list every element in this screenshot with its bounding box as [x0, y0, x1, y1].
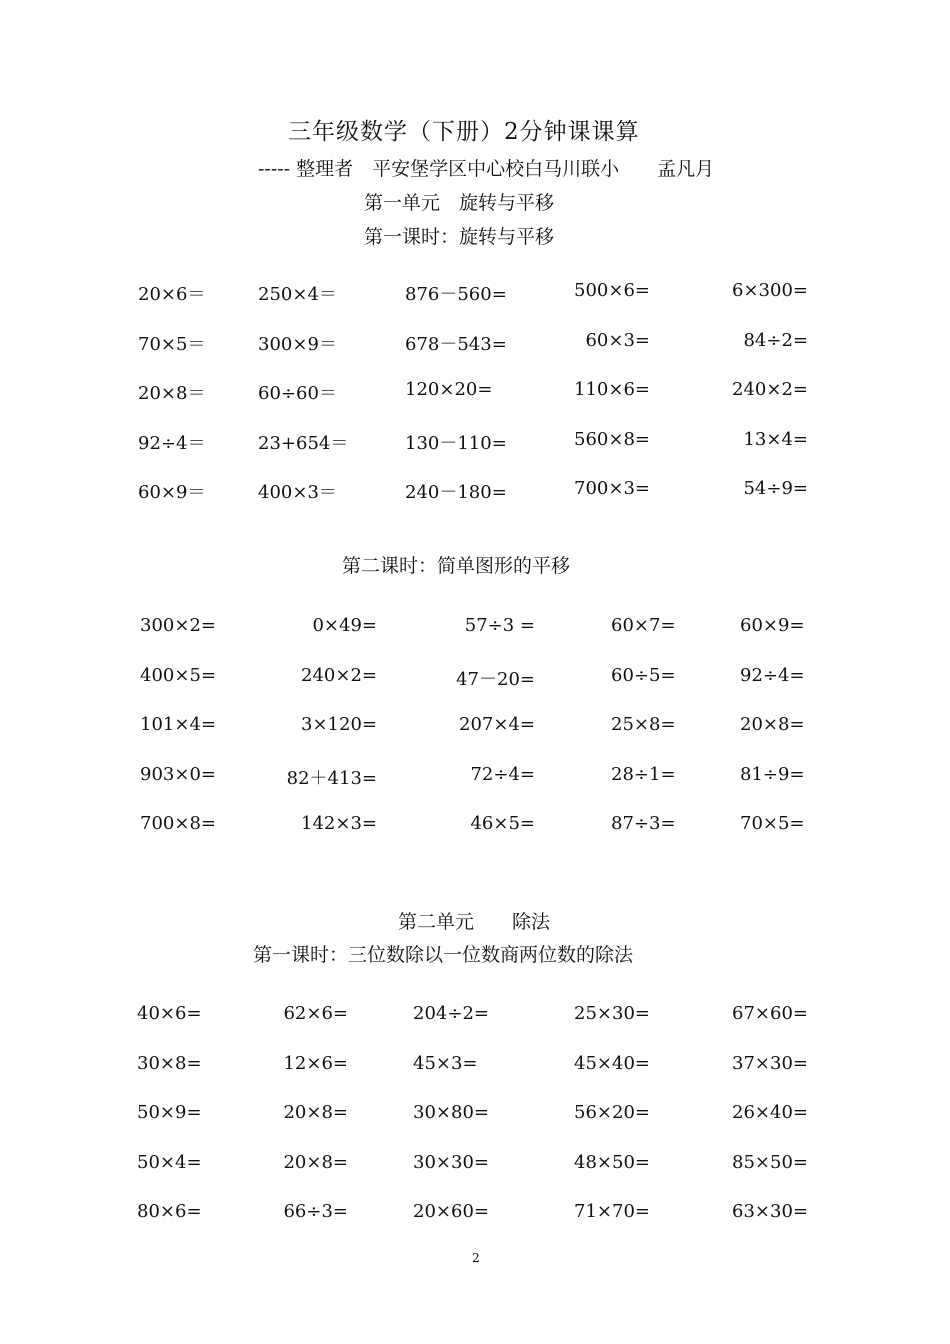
exercise-item: 85×50= — [732, 1151, 808, 1173]
exercise-item: 12×6= — [283, 1052, 348, 1074]
exercise-item: 903×0= — [140, 763, 216, 785]
exercise-item: 700×8= — [140, 813, 216, 835]
exercise-item: 130－110= — [405, 432, 507, 454]
unit-1-heading: 第一单元 旋转与平移 — [364, 192, 555, 214]
exercise-item: 67×60= — [732, 1003, 808, 1024]
exercise-item: 204÷2= — [413, 1003, 489, 1024]
exercise-item: 60×9＝ — [138, 482, 206, 504]
exercise-item: 240－180= — [405, 482, 507, 504]
exercise-item: 20×8= — [283, 1151, 348, 1173]
exercise-item: 45×3= — [413, 1052, 478, 1074]
exercise-item: 20×8= — [283, 1102, 348, 1124]
exercise-item: 400×3＝ — [258, 482, 337, 504]
exercise-item: 60÷5= — [611, 664, 676, 686]
exercise-item: 101×4= — [140, 714, 216, 736]
exercise-item: 37×30= — [732, 1052, 808, 1074]
exercise-item: 500×6= — [574, 280, 650, 301]
exercise-item: 876－560= — [405, 284, 507, 305]
exercise-item: 92÷4＝ — [138, 432, 206, 454]
exercise-item: 81÷9= — [740, 763, 805, 785]
exercise-item: 240×2= — [732, 379, 808, 401]
exercise-item: 300×9＝ — [258, 333, 337, 355]
exercise-item: 300×2= — [140, 615, 216, 636]
exercise-item: 0×49= — [312, 615, 377, 636]
exercise-item: 120×20= — [405, 379, 493, 401]
exercise-item: 70×5＝ — [138, 333, 206, 355]
exercise-item: 60×7= — [611, 615, 676, 636]
exercise-item: 87÷3= — [611, 813, 676, 835]
exercise-item: 700×3= — [574, 478, 650, 500]
exercise-item: 54÷9= — [743, 478, 808, 500]
exercise-item: 47－20= — [456, 668, 535, 690]
exercise-item: 60×3= — [585, 329, 650, 351]
exercise-item: 50×9= — [137, 1102, 202, 1124]
exercise-item: 20×8＝ — [138, 383, 206, 405]
exercise-item: 84÷2= — [743, 329, 808, 351]
exercise-item: 63×30= — [732, 1201, 808, 1223]
exercise-item: 678－543= — [405, 333, 507, 355]
exercise-item: 92÷4= — [740, 664, 805, 686]
exercise-item: 26×40= — [732, 1102, 808, 1124]
exercise-item: 46×5= — [470, 813, 535, 835]
exercise-item: 70×5= — [740, 813, 805, 835]
exercise-item: 48×50= — [574, 1151, 650, 1173]
exercise-item: 23+654＝ — [258, 432, 349, 454]
exercise-item: 6×300= — [732, 280, 808, 301]
exercise-item: 240×2= — [301, 664, 377, 686]
exercise-item: 60÷60＝ — [258, 383, 337, 405]
unit-1-lesson-2-heading: 第二课时：简单图形的平移 — [342, 555, 571, 577]
exercise-item: 30×80= — [413, 1102, 489, 1124]
exercise-item: 40×6= — [137, 1003, 202, 1024]
unit-2-lesson-1-heading: 第一课时：三位数除以一位数商两位数的除法 — [253, 944, 634, 966]
exercise-item: 45×40= — [574, 1052, 650, 1074]
exercise-item: 66÷3= — [283, 1201, 348, 1223]
exercise-item: 30×8= — [137, 1052, 202, 1074]
exercise-item: 13×4= — [743, 428, 808, 450]
exercise-item: 71×70= — [574, 1201, 650, 1223]
page-number: 2 — [472, 1251, 480, 1265]
exercise-item: 20×8= — [740, 714, 805, 736]
exercise-item: 3×120= — [301, 714, 377, 736]
exercise-item: 25×30= — [574, 1003, 650, 1024]
unit-2-heading: 第二单元 除法 — [398, 911, 551, 933]
exercise-item: 25×8= — [611, 714, 676, 736]
exercise-item: 80×6= — [137, 1201, 202, 1223]
exercise-item: 50×4= — [137, 1151, 202, 1173]
exercise-item: 82＋413= — [286, 767, 377, 789]
exercise-item: 60×9= — [740, 615, 805, 636]
exercise-item: 142×3= — [301, 813, 377, 835]
exercise-item: 20×60= — [413, 1201, 489, 1223]
unit-1-lesson-1-heading: 第一课时：旋转与平移 — [364, 226, 555, 248]
exercise-item: 110×6= — [574, 379, 650, 401]
exercise-item: 56×20= — [574, 1102, 650, 1124]
exercise-item: 28÷1= — [611, 763, 676, 785]
exercise-item: 72÷4= — [470, 763, 535, 785]
author-line: ----- 整理者 平安堡学区中心校白马川联小 孟凡月 — [258, 158, 715, 180]
exercise-item: 207×4= — [459, 714, 535, 736]
exercise-item: 560×8= — [574, 428, 650, 450]
page-title: 三年级数学（下册）2分钟课课算 — [288, 119, 640, 145]
exercise-item: 400×5= — [140, 664, 216, 686]
exercise-item: 20×6＝ — [138, 284, 206, 305]
exercise-item: 250×4＝ — [258, 284, 337, 305]
exercise-item: 62×6= — [283, 1003, 348, 1024]
exercise-item: 57÷3 = — [464, 615, 535, 636]
exercise-item: 30×30= — [413, 1151, 489, 1173]
